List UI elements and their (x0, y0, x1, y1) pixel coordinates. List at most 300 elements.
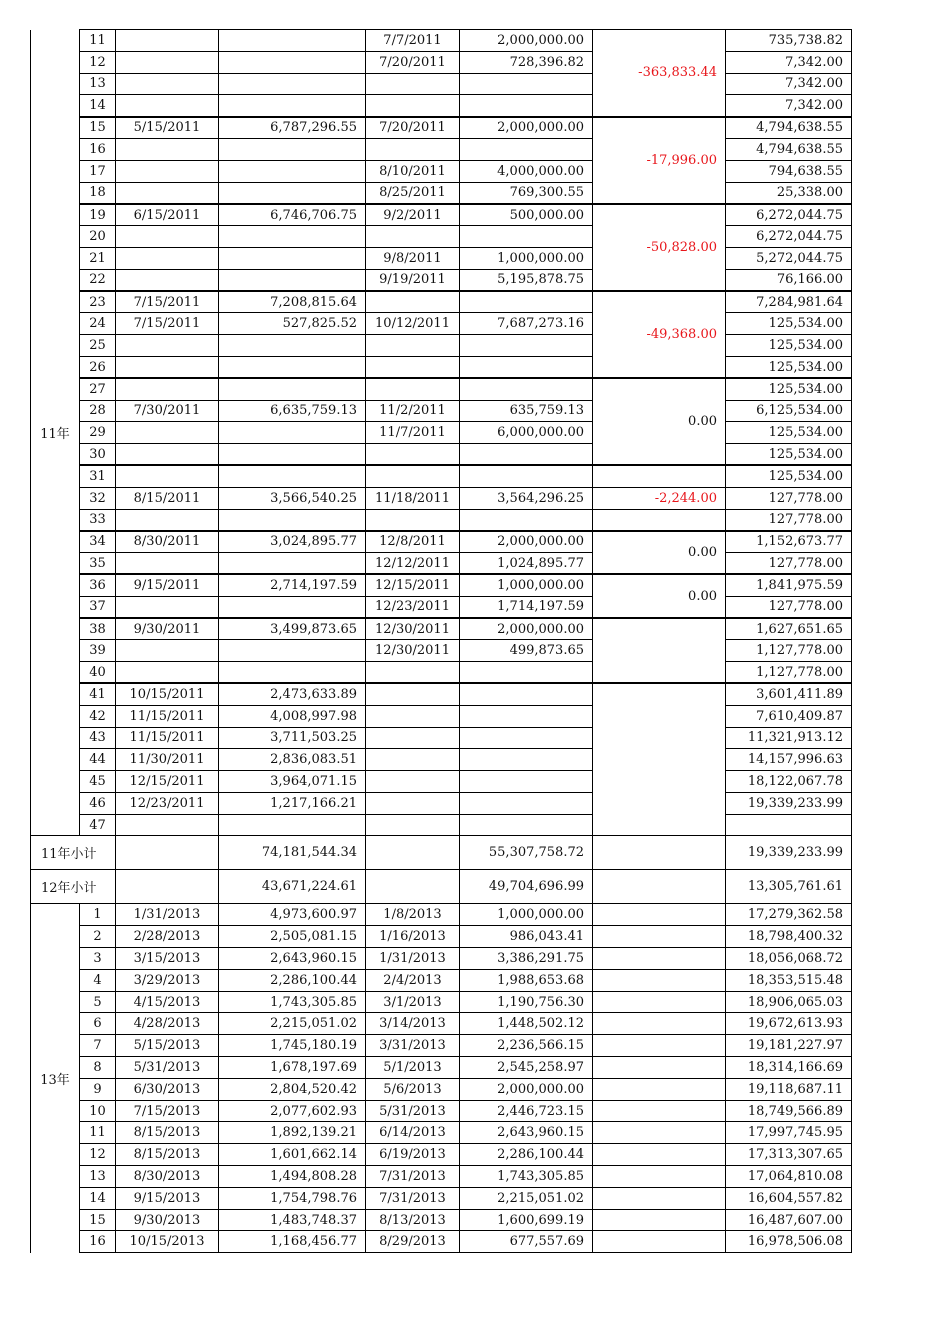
row-number: 20 (80, 226, 116, 248)
table-row (31, 1013, 852, 1035)
balance-cell: 127,778.00 (726, 553, 852, 575)
row-number: 4 (80, 969, 116, 991)
subtotals-section (31, 836, 852, 904)
balance-cell: 7,342.00 (726, 73, 852, 95)
pay-date-cell: 3/14/2013 (366, 1013, 460, 1035)
balance-cell: 19,181,227.97 (726, 1035, 852, 1057)
issue-date-cell (116, 51, 219, 73)
subtotal-label: 12年小计 (31, 870, 116, 904)
pay-amount-cell: 6,000,000.00 (460, 422, 593, 444)
table-row (31, 117, 852, 139)
balance-cell: 16,978,506.08 (726, 1231, 852, 1253)
pay-date-cell: 5/31/2013 (366, 1100, 460, 1122)
subtotal-balance: 19,339,233.99 (726, 836, 852, 870)
issue-amount-cell: 7,208,815.64 (219, 291, 366, 313)
difference-cell: -2,244.00 (593, 487, 726, 509)
pay-amount-cell: 677,557.69 (460, 1231, 593, 1253)
table-row (31, 531, 852, 553)
pay-date-cell: 12/15/2011 (366, 574, 460, 596)
balance-cell: 18,906,065.03 (726, 991, 852, 1013)
pay-amount-cell (460, 705, 593, 727)
row-number: 38 (80, 618, 116, 640)
issue-date-cell (116, 182, 219, 204)
difference-cell (593, 683, 726, 836)
issue-date-cell: 9/30/2011 (116, 618, 219, 640)
year-2011-section (31, 30, 852, 836)
row-number: 12 (80, 1144, 116, 1166)
issue-date-cell: 10/15/2011 (116, 683, 219, 705)
pay-amount-cell: 1,714,197.59 (460, 596, 593, 618)
pay-date-cell (366, 73, 460, 95)
issue-amount-cell (219, 269, 366, 291)
balance-cell: 4,794,638.55 (726, 138, 852, 160)
blank-cell (593, 1209, 726, 1231)
issue-date-cell: 3/29/2013 (116, 969, 219, 991)
pay-amount-cell: 2,000,000.00 (460, 30, 593, 52)
row-number: 2 (80, 926, 116, 948)
subtotal-pay-amount: 55,307,758.72 (460, 836, 593, 870)
issue-date-cell: 1/31/2013 (116, 904, 219, 926)
row-number: 25 (80, 335, 116, 357)
issue-date-cell: 4/15/2013 (116, 991, 219, 1013)
pay-date-cell: 9/2/2011 (366, 204, 460, 226)
issue-amount-cell: 3,711,503.25 (219, 727, 366, 749)
issue-amount-cell (219, 422, 366, 444)
pay-date-cell (366, 749, 460, 771)
table-row (31, 1100, 852, 1122)
pay-date-cell: 2/4/2013 (366, 969, 460, 991)
pay-date-cell: 7/7/2011 (366, 30, 460, 52)
pay-amount-cell: 2,286,100.44 (460, 1144, 593, 1166)
pay-date-cell: 12/30/2011 (366, 618, 460, 640)
issue-amount-cell: 1,483,748.37 (219, 1209, 366, 1231)
row-number: 31 (80, 465, 116, 487)
table-row (31, 509, 852, 531)
pay-date-cell (366, 662, 460, 684)
difference-cell: 0.00 (593, 531, 726, 575)
pay-date-cell: 12/12/2011 (366, 553, 460, 575)
pay-amount-cell (460, 727, 593, 749)
blank-cell (593, 1057, 726, 1079)
issue-amount-cell: 3,024,895.77 (219, 531, 366, 553)
pay-amount-cell (460, 95, 593, 117)
issue-amount-cell: 2,505,081.15 (219, 926, 366, 948)
balance-cell: 794,638.55 (726, 160, 852, 182)
row-number: 3 (80, 948, 116, 970)
balance-cell: 735,738.82 (726, 30, 852, 52)
issue-date-cell: 9/15/2013 (116, 1187, 219, 1209)
issue-date-cell (116, 378, 219, 400)
table-row (31, 749, 852, 771)
pay-amount-cell: 2,643,960.15 (460, 1122, 593, 1144)
table-row (31, 727, 852, 749)
balance-cell: 11,321,913.12 (726, 727, 852, 749)
pay-date-cell: 7/20/2011 (366, 51, 460, 73)
pay-date-cell: 7/31/2013 (366, 1187, 460, 1209)
issue-amount-cell: 1,217,166.21 (219, 792, 366, 814)
pay-amount-cell: 3,564,296.25 (460, 487, 593, 509)
subtotal-row-2012 (31, 870, 852, 904)
blank-cell (593, 1078, 726, 1100)
row-number: 39 (80, 640, 116, 662)
issue-amount-cell (219, 95, 366, 117)
issue-date-cell (116, 30, 219, 52)
issue-date-cell (116, 95, 219, 117)
pay-date-cell: 12/30/2011 (366, 640, 460, 662)
pay-amount-cell (460, 509, 593, 531)
table-row (31, 269, 852, 291)
balance-cell: 4,794,638.55 (726, 117, 852, 139)
pay-amount-cell: 1,743,305.85 (460, 1166, 593, 1188)
issue-amount-cell: 2,077,602.93 (219, 1100, 366, 1122)
table-row (31, 904, 852, 926)
table-row (31, 553, 852, 575)
pay-amount-cell: 7,687,273.16 (460, 313, 593, 335)
balance-cell: 18,749,566.89 (726, 1100, 852, 1122)
balance-cell: 7,342.00 (726, 95, 852, 117)
row-number: 16 (80, 1231, 116, 1253)
pay-amount-cell: 2,000,000.00 (460, 531, 593, 553)
pay-date-cell (366, 465, 460, 487)
table-row (31, 356, 852, 378)
pay-date-cell: 7/31/2013 (366, 1166, 460, 1188)
row-number: 30 (80, 444, 116, 466)
balance-cell: 3,601,411.89 (726, 683, 852, 705)
pay-amount-cell (460, 226, 593, 248)
balance-cell: 76,166.00 (726, 269, 852, 291)
table-row (31, 574, 852, 596)
balance-cell: 127,778.00 (726, 487, 852, 509)
pay-date-cell: 1/8/2013 (366, 904, 460, 926)
row-number: 41 (80, 683, 116, 705)
issue-date-cell (116, 662, 219, 684)
pay-date-cell: 9/8/2011 (366, 247, 460, 269)
balance-cell: 25,338.00 (726, 182, 852, 204)
row-number: 14 (80, 95, 116, 117)
table-row (31, 51, 852, 73)
row-number: 42 (80, 705, 116, 727)
table-row (31, 204, 852, 226)
balance-cell: 125,534.00 (726, 444, 852, 466)
pay-date-cell (366, 705, 460, 727)
issue-date-cell: 5/15/2011 (116, 117, 219, 139)
pay-date-cell (366, 138, 460, 160)
balance-cell: 18,122,067.78 (726, 771, 852, 793)
blank-cell (593, 1035, 726, 1057)
subtotal-row-2011 (31, 836, 852, 870)
issue-amount-cell (219, 553, 366, 575)
table-row (31, 73, 852, 95)
row-number: 47 (80, 814, 116, 836)
pay-amount-cell (460, 814, 593, 836)
balance-cell: 125,534.00 (726, 313, 852, 335)
pay-date-cell (366, 335, 460, 357)
issue-date-cell: 7/15/2011 (116, 291, 219, 313)
issue-date-cell: 6/30/2013 (116, 1078, 219, 1100)
row-number: 5 (80, 991, 116, 1013)
balance-cell: 14,157,996.63 (726, 749, 852, 771)
issue-date-cell: 8/15/2011 (116, 487, 219, 509)
issue-amount-cell (219, 814, 366, 836)
pay-amount-cell: 635,759.13 (460, 400, 593, 422)
balance-cell: 6,272,044.75 (726, 226, 852, 248)
difference-cell (593, 465, 726, 487)
issue-amount-cell (219, 662, 366, 684)
issue-date-cell: 5/31/2013 (116, 1057, 219, 1079)
pay-amount-cell: 1,000,000.00 (460, 574, 593, 596)
issue-date-cell: 7/15/2011 (116, 313, 219, 335)
issue-amount-cell (219, 138, 366, 160)
pay-amount-cell: 986,043.41 (460, 926, 593, 948)
difference-cell: 0.00 (593, 378, 726, 465)
issue-amount-cell: 1,168,456.77 (219, 1231, 366, 1253)
balance-cell: 1,127,778.00 (726, 662, 852, 684)
balance-cell: 125,534.00 (726, 356, 852, 378)
issue-amount-cell: 1,743,305.85 (219, 991, 366, 1013)
row-number: 21 (80, 247, 116, 269)
ledger-table (30, 29, 852, 1253)
table-row (31, 465, 852, 487)
issue-date-cell: 11/15/2011 (116, 727, 219, 749)
pay-date-cell (366, 226, 460, 248)
issue-date-cell (116, 509, 219, 531)
blank-cell (593, 1231, 726, 1253)
pay-amount-cell (460, 792, 593, 814)
table-row (31, 487, 852, 509)
row-number: 46 (80, 792, 116, 814)
pay-amount-cell (460, 291, 593, 313)
balance-cell: 127,778.00 (726, 596, 852, 618)
pay-date-cell: 11/18/2011 (366, 487, 460, 509)
pay-amount-cell (460, 378, 593, 400)
row-number: 32 (80, 487, 116, 509)
pay-date-cell (366, 509, 460, 531)
balance-cell: 1,152,673.77 (726, 531, 852, 553)
issue-amount-cell: 527,825.52 (219, 313, 366, 335)
blank-cell (593, 904, 726, 926)
issue-amount-cell: 6,746,706.75 (219, 204, 366, 226)
issue-amount-cell (219, 335, 366, 357)
table-row (31, 662, 852, 684)
pay-amount-cell (460, 73, 593, 95)
pay-date-cell: 8/10/2011 (366, 160, 460, 182)
table-row (31, 771, 852, 793)
row-number: 11 (80, 1122, 116, 1144)
table-row (31, 95, 852, 117)
blank-cell (593, 1122, 726, 1144)
pay-amount-cell: 2,000,000.00 (460, 618, 593, 640)
pay-date-cell (366, 792, 460, 814)
row-number: 9 (80, 1078, 116, 1100)
issue-date-cell (116, 814, 219, 836)
balance-cell: 18,056,068.72 (726, 948, 852, 970)
subtotal-label: 11年小计 (31, 836, 116, 870)
row-number: 29 (80, 422, 116, 444)
issue-amount-cell: 3,499,873.65 (219, 618, 366, 640)
issue-date-cell: 3/15/2013 (116, 948, 219, 970)
issue-date-cell (116, 138, 219, 160)
pay-amount-cell: 4,000,000.00 (460, 160, 593, 182)
issue-amount-cell: 1,745,180.19 (219, 1035, 366, 1057)
pay-date-cell: 6/14/2013 (366, 1122, 460, 1144)
issue-date-cell: 2/28/2013 (116, 926, 219, 948)
pay-date-cell (366, 291, 460, 313)
balance-cell: 125,534.00 (726, 422, 852, 444)
issue-amount-cell (219, 444, 366, 466)
issue-date-cell: 8/15/2013 (116, 1144, 219, 1166)
balance-cell: 125,534.00 (726, 378, 852, 400)
row-number: 26 (80, 356, 116, 378)
pay-amount-cell (460, 444, 593, 466)
issue-amount-cell (219, 160, 366, 182)
row-number: 1 (80, 904, 116, 926)
row-number: 33 (80, 509, 116, 531)
table-row (31, 705, 852, 727)
row-number: 10 (80, 1100, 116, 1122)
table-row (31, 1122, 852, 1144)
table-row (31, 226, 852, 248)
year-label: 13年 (31, 904, 80, 1253)
issue-amount-cell: 1,601,662.14 (219, 1144, 366, 1166)
pay-date-cell: 11/7/2011 (366, 422, 460, 444)
issue-date-cell: 9/15/2011 (116, 574, 219, 596)
issue-amount-cell: 4,973,600.97 (219, 904, 366, 926)
table-row (31, 991, 852, 1013)
table-row (31, 291, 852, 313)
pay-amount-cell: 1,000,000.00 (460, 904, 593, 926)
difference-cell: -17,996.00 (593, 117, 726, 204)
blank-cell (366, 870, 460, 904)
balance-cell: 17,279,362.58 (726, 904, 852, 926)
issue-amount-cell (219, 509, 366, 531)
balance-cell: 7,284,981.64 (726, 291, 852, 313)
subtotal-balance: 13,305,761.61 (726, 870, 852, 904)
pay-amount-cell: 2,446,723.15 (460, 1100, 593, 1122)
subtotal-pay-amount: 49,704,696.99 (460, 870, 593, 904)
balance-cell: 6,272,044.75 (726, 204, 852, 226)
issue-date-cell (116, 247, 219, 269)
issue-amount-cell: 4,008,997.98 (219, 705, 366, 727)
subtotal-issue-amount: 74,181,544.34 (219, 836, 366, 870)
balance-cell: 19,339,233.99 (726, 792, 852, 814)
balance-cell: 6,125,534.00 (726, 400, 852, 422)
issue-amount-cell (219, 378, 366, 400)
pay-amount-cell (460, 683, 593, 705)
table-row (31, 138, 852, 160)
issue-amount-cell (219, 247, 366, 269)
pay-amount-cell: 2,000,000.00 (460, 1078, 593, 1100)
pay-amount-cell: 769,300.55 (460, 182, 593, 204)
row-number: 15 (80, 1209, 116, 1231)
issue-amount-cell: 2,473,633.89 (219, 683, 366, 705)
blank-cell (593, 1144, 726, 1166)
pay-amount-cell: 1,190,756.30 (460, 991, 593, 1013)
issue-date-cell: 7/15/2013 (116, 1100, 219, 1122)
pay-amount-cell: 500,000.00 (460, 204, 593, 226)
issue-amount-cell (219, 465, 366, 487)
difference-cell: -49,368.00 (593, 291, 726, 378)
issue-date-cell: 12/15/2011 (116, 771, 219, 793)
balance-cell: 18,798,400.32 (726, 926, 852, 948)
table-row (31, 1166, 852, 1188)
issue-date-cell (116, 269, 219, 291)
row-number: 28 (80, 400, 116, 422)
blank-cell (116, 836, 219, 870)
table-row (31, 683, 852, 705)
table-row (31, 378, 852, 400)
table-row (31, 618, 852, 640)
blank-cell (593, 926, 726, 948)
issue-amount-cell: 2,714,197.59 (219, 574, 366, 596)
row-number: 36 (80, 574, 116, 596)
row-number: 14 (80, 1187, 116, 1209)
row-number: 44 (80, 749, 116, 771)
issue-date-cell (116, 160, 219, 182)
table-row (31, 948, 852, 970)
balance-cell: 5,272,044.75 (726, 247, 852, 269)
pay-date-cell: 6/19/2013 (366, 1144, 460, 1166)
pay-amount-cell: 728,396.82 (460, 51, 593, 73)
issue-date-cell (116, 73, 219, 95)
pay-amount-cell: 1,600,699.19 (460, 1209, 593, 1231)
pay-amount-cell (460, 771, 593, 793)
table-row (31, 444, 852, 466)
issue-date-cell: 9/30/2013 (116, 1209, 219, 1231)
row-number: 43 (80, 727, 116, 749)
row-number: 15 (80, 117, 116, 139)
balance-cell: 16,604,557.82 (726, 1187, 852, 1209)
table-row (31, 792, 852, 814)
table-row (31, 926, 852, 948)
table-row (31, 1057, 852, 1079)
row-number: 16 (80, 138, 116, 160)
pay-date-cell (366, 444, 460, 466)
issue-amount-cell: 1,892,139.21 (219, 1122, 366, 1144)
balance-cell: 1,127,778.00 (726, 640, 852, 662)
balance-cell: 17,313,307.65 (726, 1144, 852, 1166)
pay-date-cell (366, 727, 460, 749)
issue-amount-cell (219, 182, 366, 204)
pay-date-cell (366, 95, 460, 117)
issue-date-cell: 4/28/2013 (116, 1013, 219, 1035)
row-number: 8 (80, 1057, 116, 1079)
issue-date-cell: 12/23/2011 (116, 792, 219, 814)
balance-cell: 127,778.00 (726, 509, 852, 531)
blank-cell (593, 1166, 726, 1188)
issue-date-cell (116, 596, 219, 618)
table-row (31, 182, 852, 204)
pay-date-cell: 3/1/2013 (366, 991, 460, 1013)
issue-amount-cell (219, 73, 366, 95)
row-number: 13 (80, 1166, 116, 1188)
row-number: 19 (80, 204, 116, 226)
difference-cell: -363,833.44 (593, 30, 726, 117)
blank-cell (366, 836, 460, 870)
issue-amount-cell: 2,836,083.51 (219, 749, 366, 771)
issue-amount-cell: 1,754,798.76 (219, 1187, 366, 1209)
pay-date-cell: 3/31/2013 (366, 1035, 460, 1057)
issue-amount-cell (219, 640, 366, 662)
issue-amount-cell: 2,804,520.42 (219, 1078, 366, 1100)
pay-date-cell: 8/13/2013 (366, 1209, 460, 1231)
issue-date-cell (116, 553, 219, 575)
row-number: 45 (80, 771, 116, 793)
pay-amount-cell: 1,988,653.68 (460, 969, 593, 991)
year-label: 11年 (31, 30, 80, 836)
pay-date-cell (366, 683, 460, 705)
table-row (31, 313, 852, 335)
table-row (31, 1187, 852, 1209)
